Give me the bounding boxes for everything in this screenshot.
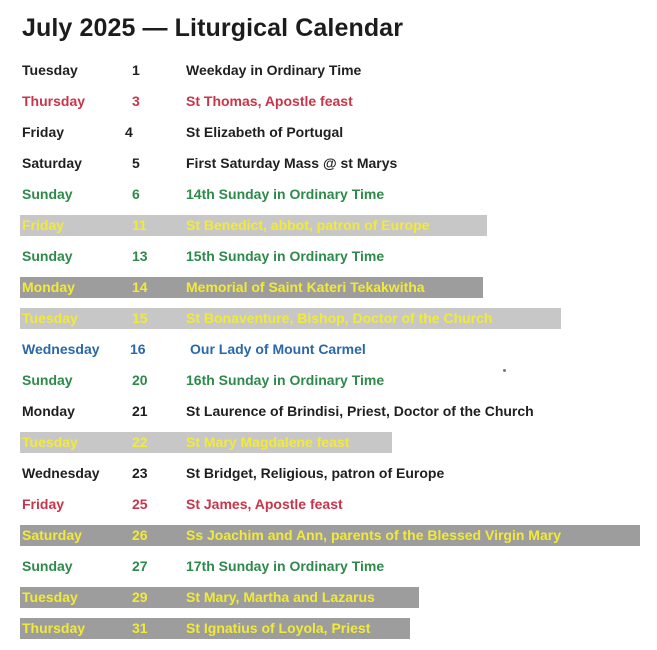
row-date: 6 — [132, 186, 140, 202]
row-date: 25 — [132, 496, 148, 512]
row-day: Friday — [22, 496, 65, 512]
calendar-row — [0, 148, 657, 178]
row-date: 22 — [132, 434, 148, 450]
row-date: 31 — [132, 620, 148, 636]
row-day: Wednesday — [22, 465, 100, 481]
row-description: St Mary, Martha and Lazarus — [186, 589, 375, 605]
row-day: Tuesday — [22, 589, 78, 605]
row-date: 3 — [132, 93, 140, 109]
row-description: St Laurence of Brindisi, Priest, Doctor of the Church — [186, 403, 534, 419]
page-title: July 2025 — Liturgical Calendar — [22, 14, 404, 42]
calendar-row — [0, 458, 657, 488]
calendar-row — [0, 210, 657, 240]
calendar-row — [0, 582, 657, 612]
calendar-row — [0, 303, 657, 333]
calendar-row — [0, 179, 657, 209]
row-description: First Saturday Mass @ st Marys — [186, 155, 398, 171]
calendar-row — [0, 55, 657, 85]
row-description: St Thomas, Apostle feast — [186, 93, 353, 109]
row-day: Wednesday — [22, 341, 100, 357]
calendar-row — [0, 396, 657, 426]
row-description: Weekday in Ordinary Time — [186, 62, 362, 78]
row-day: Friday — [22, 217, 65, 233]
calendar-row — [0, 520, 657, 550]
row-description: Memorial of Saint Kateri Tekakwitha — [186, 279, 425, 295]
row-day: Tuesday — [22, 434, 78, 450]
row-description: Our Lady of Mount Carmel — [190, 341, 366, 357]
row-day: Saturday — [22, 527, 82, 543]
row-day: Monday — [22, 279, 75, 295]
row-date: 23 — [132, 465, 148, 481]
row-description: St Mary Magdalene feast — [186, 434, 350, 450]
calendar-row — [0, 86, 657, 116]
row-date: 11 — [132, 217, 147, 233]
row-description: 15th Sunday in Ordinary Time — [186, 248, 385, 264]
row-day: Thursday — [22, 93, 86, 109]
row-day: Sunday — [22, 558, 73, 574]
row-day: Monday — [22, 403, 75, 419]
calendar-row — [0, 551, 657, 581]
calendar-row — [0, 427, 657, 457]
scan-speck — [503, 369, 506, 372]
row-date: 16 — [130, 341, 146, 357]
row-date: 21 — [132, 403, 148, 419]
row-day: Tuesday — [22, 310, 78, 326]
row-day: Tuesday — [22, 62, 78, 78]
calendar-row — [0, 489, 657, 519]
row-date: 26 — [132, 527, 148, 543]
calendar-row — [0, 365, 657, 395]
row-date: 29 — [132, 589, 148, 605]
calendar-row — [0, 613, 657, 643]
calendar-row — [0, 241, 657, 271]
row-description: 17th Sunday in Ordinary Time — [186, 558, 385, 574]
row-date: 14 — [132, 279, 148, 295]
row-description: 16th Sunday in Ordinary Time — [186, 372, 385, 388]
row-description: St Ignatius of Loyola, Priest — [186, 620, 371, 636]
calendar-row — [0, 117, 657, 147]
row-day: Saturday — [22, 155, 82, 171]
row-date: 15 — [132, 310, 148, 326]
row-date: 13 — [132, 248, 148, 264]
row-date: 4 — [125, 124, 133, 140]
row-description: 14th Sunday in Ordinary Time — [186, 186, 385, 202]
row-date: 1 — [132, 62, 140, 78]
row-date: 5 — [132, 155, 140, 171]
row-day: Sunday — [22, 248, 73, 264]
row-date: 20 — [132, 372, 148, 388]
row-description: St James, Apostle feast — [186, 496, 343, 512]
row-date: 27 — [132, 558, 148, 574]
row-description: St Elizabeth of Portugal — [186, 124, 344, 140]
row-description: St Benedict, abbot, patron of Europe — [186, 217, 430, 233]
row-description: St Bridget, Religious, patron of Europe — [186, 465, 445, 481]
row-day: Thursday — [22, 620, 86, 636]
row-day: Sunday — [22, 372, 73, 388]
row-description: St Bonaventure, Bishop, Doctor of the Church — [186, 310, 493, 326]
row-description: Ss Joachim and Ann, parents of the Blessed Virgin Mary — [186, 527, 561, 543]
calendar-row — [0, 272, 657, 302]
row-day: Friday — [22, 124, 65, 140]
row-day: Sunday — [22, 186, 73, 202]
calendar-row — [0, 334, 657, 364]
